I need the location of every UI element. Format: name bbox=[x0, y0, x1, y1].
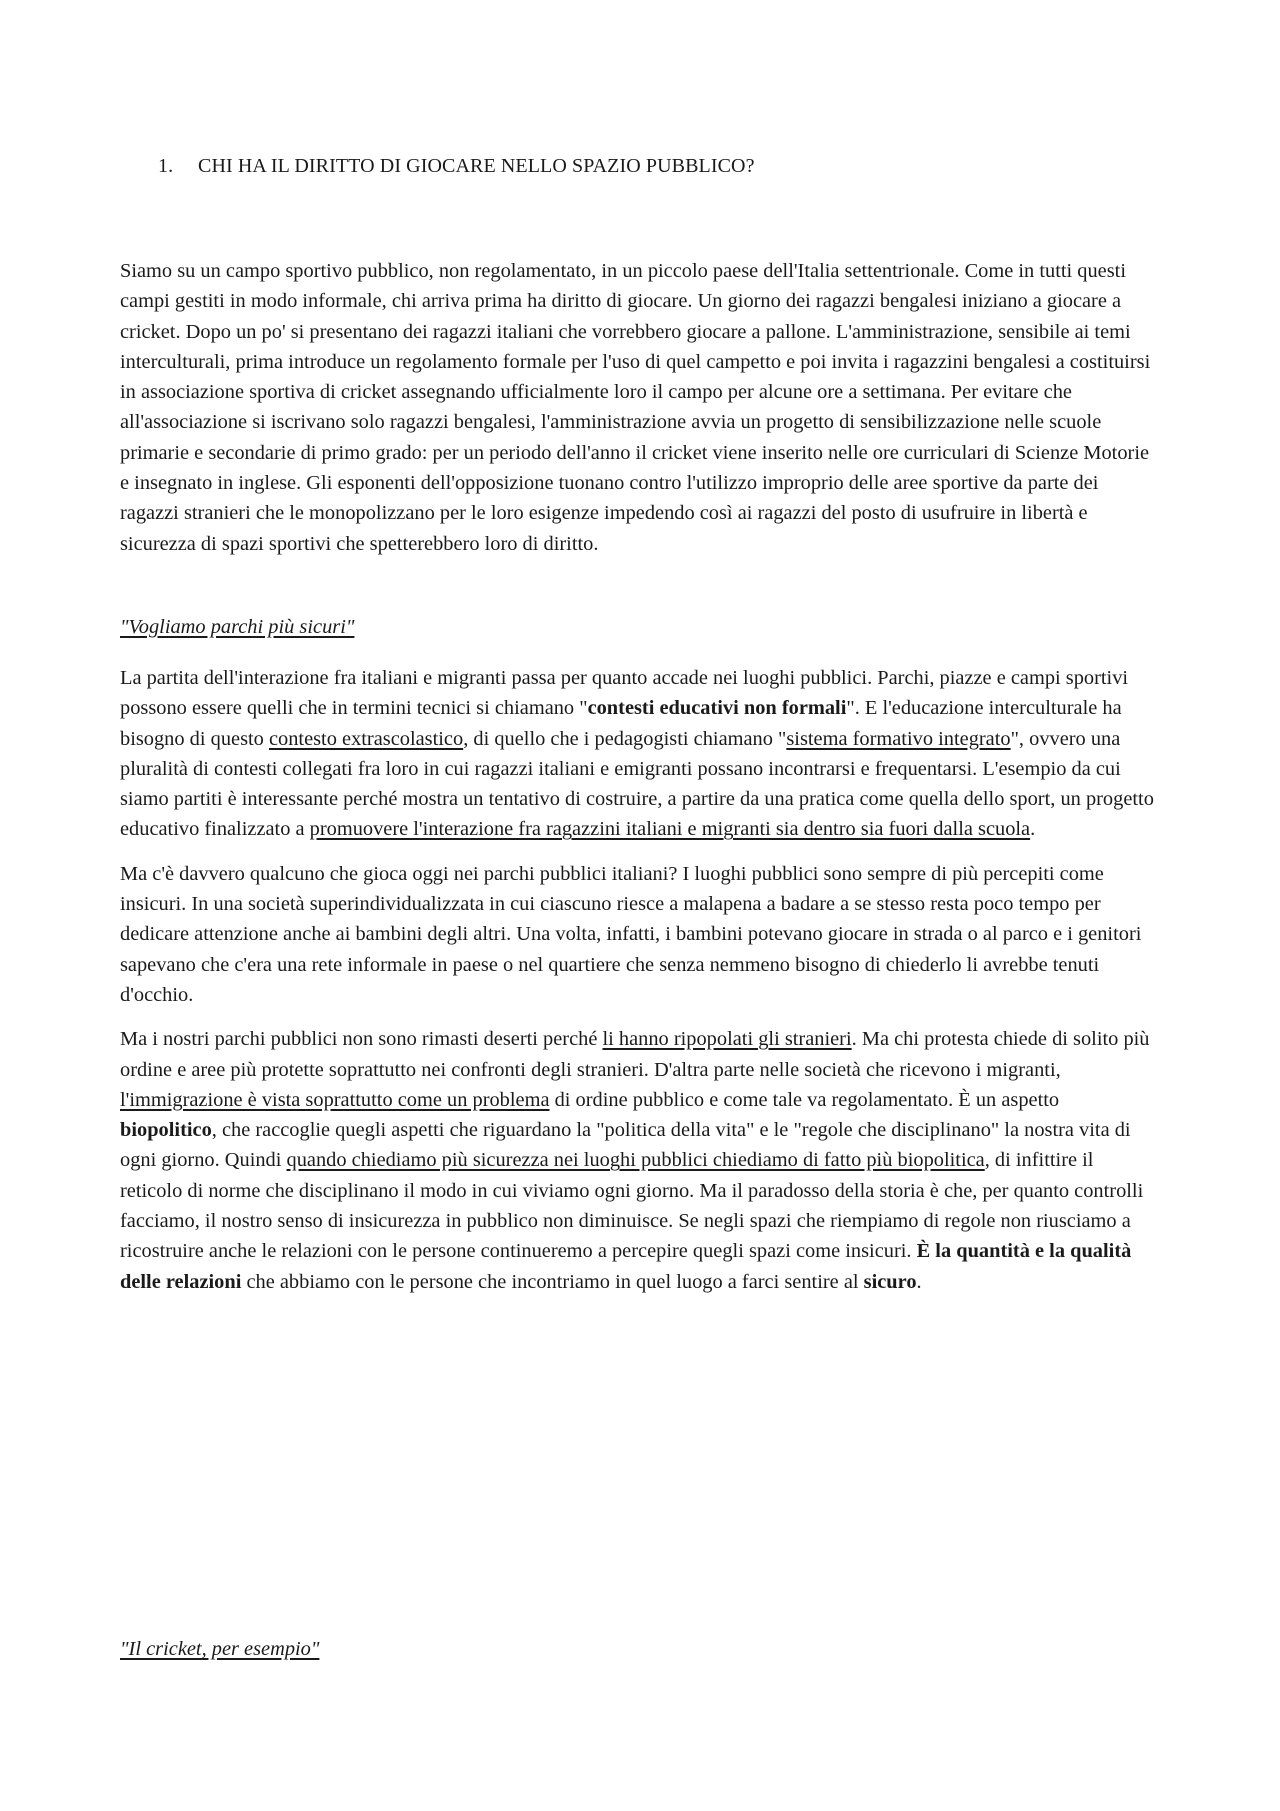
text-span: , che raccoglie quegli aspetti che riguardano la "politica della vita" e le "regole che disciplinano" la nostra vita di ogni giorno. Quindi bbox=[120, 1119, 1131, 1172]
paragraph-contesti bbox=[120, 663, 1160, 845]
main-text-block bbox=[120, 663, 1160, 1311]
text-span: di ordine pubblico e come tale va regolamentato. È un aspetto bbox=[549, 1088, 1060, 1111]
heading-number: 1. bbox=[158, 155, 174, 177]
bold-sicuro: sicuro bbox=[863, 1270, 917, 1293]
text-span: ", ovvero una pluralità di contesti collegati fra loro in cui ragazzi italiani e emigranti possano incontrarsi e frequentarsi. L'esempio da cui siamo partiti è interessante perché mostra un tentativo di costruire, a partire da una pratica come quella dello sport, un progetto educativo finalizzato a bbox=[120, 727, 1154, 841]
text-span: . bbox=[916, 1270, 922, 1293]
paragraph-biopolitica bbox=[120, 1024, 1160, 1297]
text-span: . bbox=[1030, 818, 1036, 841]
bold-biopolitico: biopolitico bbox=[120, 1119, 212, 1142]
text-span: La partita dell'interazione fra italiani e migranti passa per quanto accade nei luoghi pubblici. Parchi, piazze e campi sportivi possono essere quelli che in termini tecnici si chiamano " bbox=[120, 667, 1129, 720]
underline-contesto-extrascolastico: contesto extrascolastico bbox=[268, 727, 464, 750]
heading-title: CHI HA IL DIRITTO DI GIOCARE NELLO SPAZIO PUBBLICO? bbox=[198, 155, 755, 177]
paragraph-parchi-insicuri: Ma c'è davvero qualcuno che gioca oggi nei parchi pubblici italiani? I luoghi pubblici sono sempre di più percepiti come insicuri. In una società superindividualizzata in cui ciascuno riesce a malapena a badare a se stesso resta poco tempo per dedicare attenzione anche ai bambini degli altri. Una volta, infatti, i bambini potevano giocare in strada o al parco e i genitori sapevano che c'era una rete informale in paese o nel quartiere che senza nemmeno bisogno di chiederlo li avrebbe tenuti d'occhio. bbox=[120, 862, 1142, 1006]
text-span: . Ma chi protesta chiede di solito più ordine e aree più protette soprattutto nei confronti degli stranieri. D'altra parte nelle società che ricevono i migranti, bbox=[120, 1028, 1150, 1081]
subheading-parchi-sicuri: "Vogliamo parchi più sicuri" bbox=[120, 616, 355, 638]
underline-ripopolati-stranieri: li hanno ripopolati gli stranieri bbox=[602, 1028, 852, 1051]
intro-block bbox=[120, 256, 1160, 573]
intro-paragraph: Siamo su un campo sportivo pubblico, non regolamentato, in un piccolo paese dell'Italia settentrionale. Come in tutti questi campi gestiti in modo informale, chi arriva prima ha diritto di giocare. Un giorno dei ragazzi bengalesi iniziano a giocare a cricket. Dopo un po' si presentano dei ragazzi italiani che vorrebbero giocare a pallone. L'amministrazione, sensibile ai temi interculturali, prima introduce un regolamento formale per l'uso di quel campetto e poi invita i ragazzini bengalesi a costituirsi in associazione sportiva di cricket assegnando ufficialmente loro il campo per alcune ore a settimana. Per evitare che all'associazione si iscrivano solo ragazzi bengalesi, l'amministrazione avvia un progetto di sensibilizzazione nelle scuole primarie e secondarie di primo grado: per un periodo dell'anno il cricket viene inserito nelle ore curriculari di Scienze Motorie e insegnato in inglese. Gli esponenti dell'opposizione tuonano contro l'utilizzo improprio delle aree sportive da parte dei ragazzi stranieri che le monopolizzano per le loro esigenze impedendo così ai ragazzi del posto di usufruire in libertà e sicurezza di spazi sportivi che spetterebbero loro di diritto. bbox=[120, 260, 1151, 555]
bold-quantita-qualita: È la quantità e la qualità delle relazioni bbox=[120, 1240, 1132, 1293]
subheading-cricket: "Il cricket, per esempio" bbox=[120, 1638, 320, 1660]
underline-immigrazione-problema: l'immigrazione è vista soprattutto come un problema bbox=[120, 1088, 550, 1111]
text-span: , di infittire il reticolo di norme che disciplinano il modo in cui viviamo ogni giorno. Ma il paradosso della storia è che, per quanto controlli facciamo, il nostro senso di insicurezza in pubblico non diminuisce. Se negli spazi che riempiamo di regole non riusciamo a ricostruire anche le relazioni con le persone continueremo a percepire quegli spazi come insicuri. bbox=[120, 1149, 1144, 1263]
text-span: ". E l'educazione interculturale ha bisogno di questo bbox=[120, 697, 1122, 750]
underline-sicurezza-biopolitica: quando chiediamo più sicurezza nei luoghi pubblici chiediamo di fatto più biopolitica bbox=[286, 1149, 985, 1172]
section-heading bbox=[158, 151, 755, 181]
underline-sistema-formativo: sistema formativo integrato bbox=[786, 727, 1011, 750]
text-span: Ma i nostri parchi pubblici non sono rimasti deserti perché bbox=[120, 1028, 603, 1051]
text-span: , di quello che i pedagogisti chiamano " bbox=[463, 727, 787, 750]
bold-contesti-educativi: contesti educativi non formali bbox=[587, 697, 847, 720]
text-span: che abbiamo con le persone che incontriamo in quel luogo a farci sentire al bbox=[241, 1270, 864, 1293]
underline-promuovere-interazione: promuovere l'interazione fra ragazzini italiani e migranti sia dentro sia fuori dalla scuola bbox=[309, 818, 1031, 841]
